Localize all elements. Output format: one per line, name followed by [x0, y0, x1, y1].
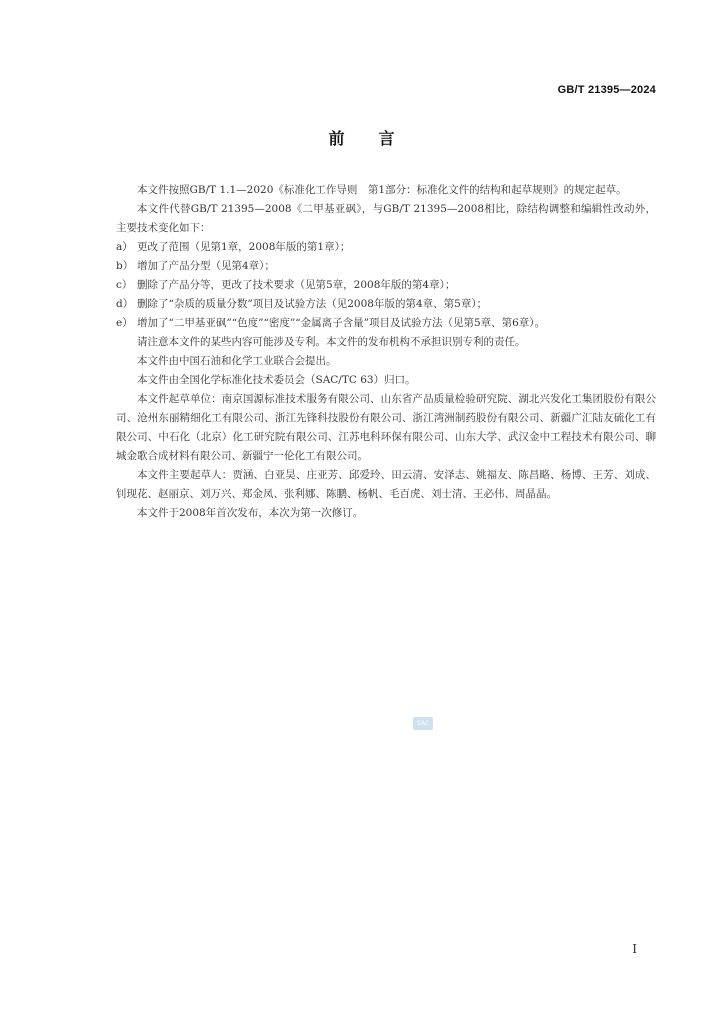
list-marker: e） [116, 317, 133, 329]
standard-code: GB/T 21395—2024 [557, 84, 656, 96]
paragraph-drafters: 本文件主要起草人：贾涵、白亚昊、庄亚芳、邱爱玲、田云清、安泽志、姚福友、陈昌略、杨博、王芳、刘成、钊现花、赵丽京、刘万兴、郑金凤、张利娜、陈鹏、杨帆、毛百虎、刘士清、王必伟、周晶晶。 [116, 469, 656, 500]
list-marker: a） [116, 241, 133, 253]
paragraph-replacement: 本文件代替GB/T 21395—2008《二甲基亚砜》，与GB/T 21395—2008相比，除结构调整和编辑性改动外，主要技术变化如下： [116, 203, 656, 234]
list-item [116, 276, 656, 295]
list-item [116, 295, 656, 314]
title-char-1: 前 [328, 129, 345, 148]
paragraph-patent-notice: 请注意本文件的某些内容可能涉及专利。本文件的发布机构不承担识别专利的责任。 [137, 336, 526, 348]
paragraph-proposer: 本文件由中国石油和化学工业联合会提出。 [137, 355, 337, 367]
paragraph-drafting-units: 本文件起草单位：南京国源标准技术服务有限公司、山东省产品质量检验研究院、湖北兴发化工集团股份有限公司、沧州东丽精细化工有限公司、浙江先锋科技股份有限公司、浙江湾洲制药股份有限公司、新疆广汇陆友硫化工有限公司、中石化（北京）化工研究院有限公司、江苏电科环保有限公司、山东大学、武汉金中工程技术有限公司、聊城金歌合成材料有限公司、新疆宁一伦化工有限公司。 [116, 393, 656, 462]
list-text: 增加了产品分型（见第4章）； [137, 260, 275, 272]
list-item [116, 314, 656, 333]
page-number: I [632, 942, 637, 956]
list-text: 增加了“二甲基亚砜”“色度”“密度”“金属离子含量”项目及试验方法（见第5章、第6章）。 [137, 317, 546, 329]
foreword-body [116, 181, 656, 523]
watermark-logo: SAC [413, 717, 433, 730]
list-marker: c） [116, 279, 133, 291]
list-item [116, 238, 656, 257]
paragraph-revision-history: 本文件于2008年首次发布，本次为第一次修订。 [137, 507, 364, 519]
list-text: 删除了产品分等，更改了技术要求（见第5章，2008年版的第4章）； [137, 279, 456, 291]
list-text: 删除了“杂质的质量分数”项目及试验方法（见2008年版的第4章、第5章）； [137, 298, 488, 310]
list-text: 更改了范围（见第1章，2008年版的第1章）； [137, 241, 351, 253]
page-title [0, 126, 723, 149]
paragraph-committee: 本文件由全国化学标准化技术委员会（SAC/TC 63）归口。 [137, 374, 416, 386]
title-char-2: 言 [378, 129, 395, 148]
changes-list [116, 238, 656, 333]
list-marker: b） [116, 260, 134, 272]
paragraph-drafting-rule: 本文件按照GB/T 1.1—2020《标准化工作导则 第1部分：标准化文件的结构和起草规则》的规定起草。 [137, 184, 627, 196]
list-item [116, 257, 656, 276]
list-marker: d） [116, 298, 134, 310]
